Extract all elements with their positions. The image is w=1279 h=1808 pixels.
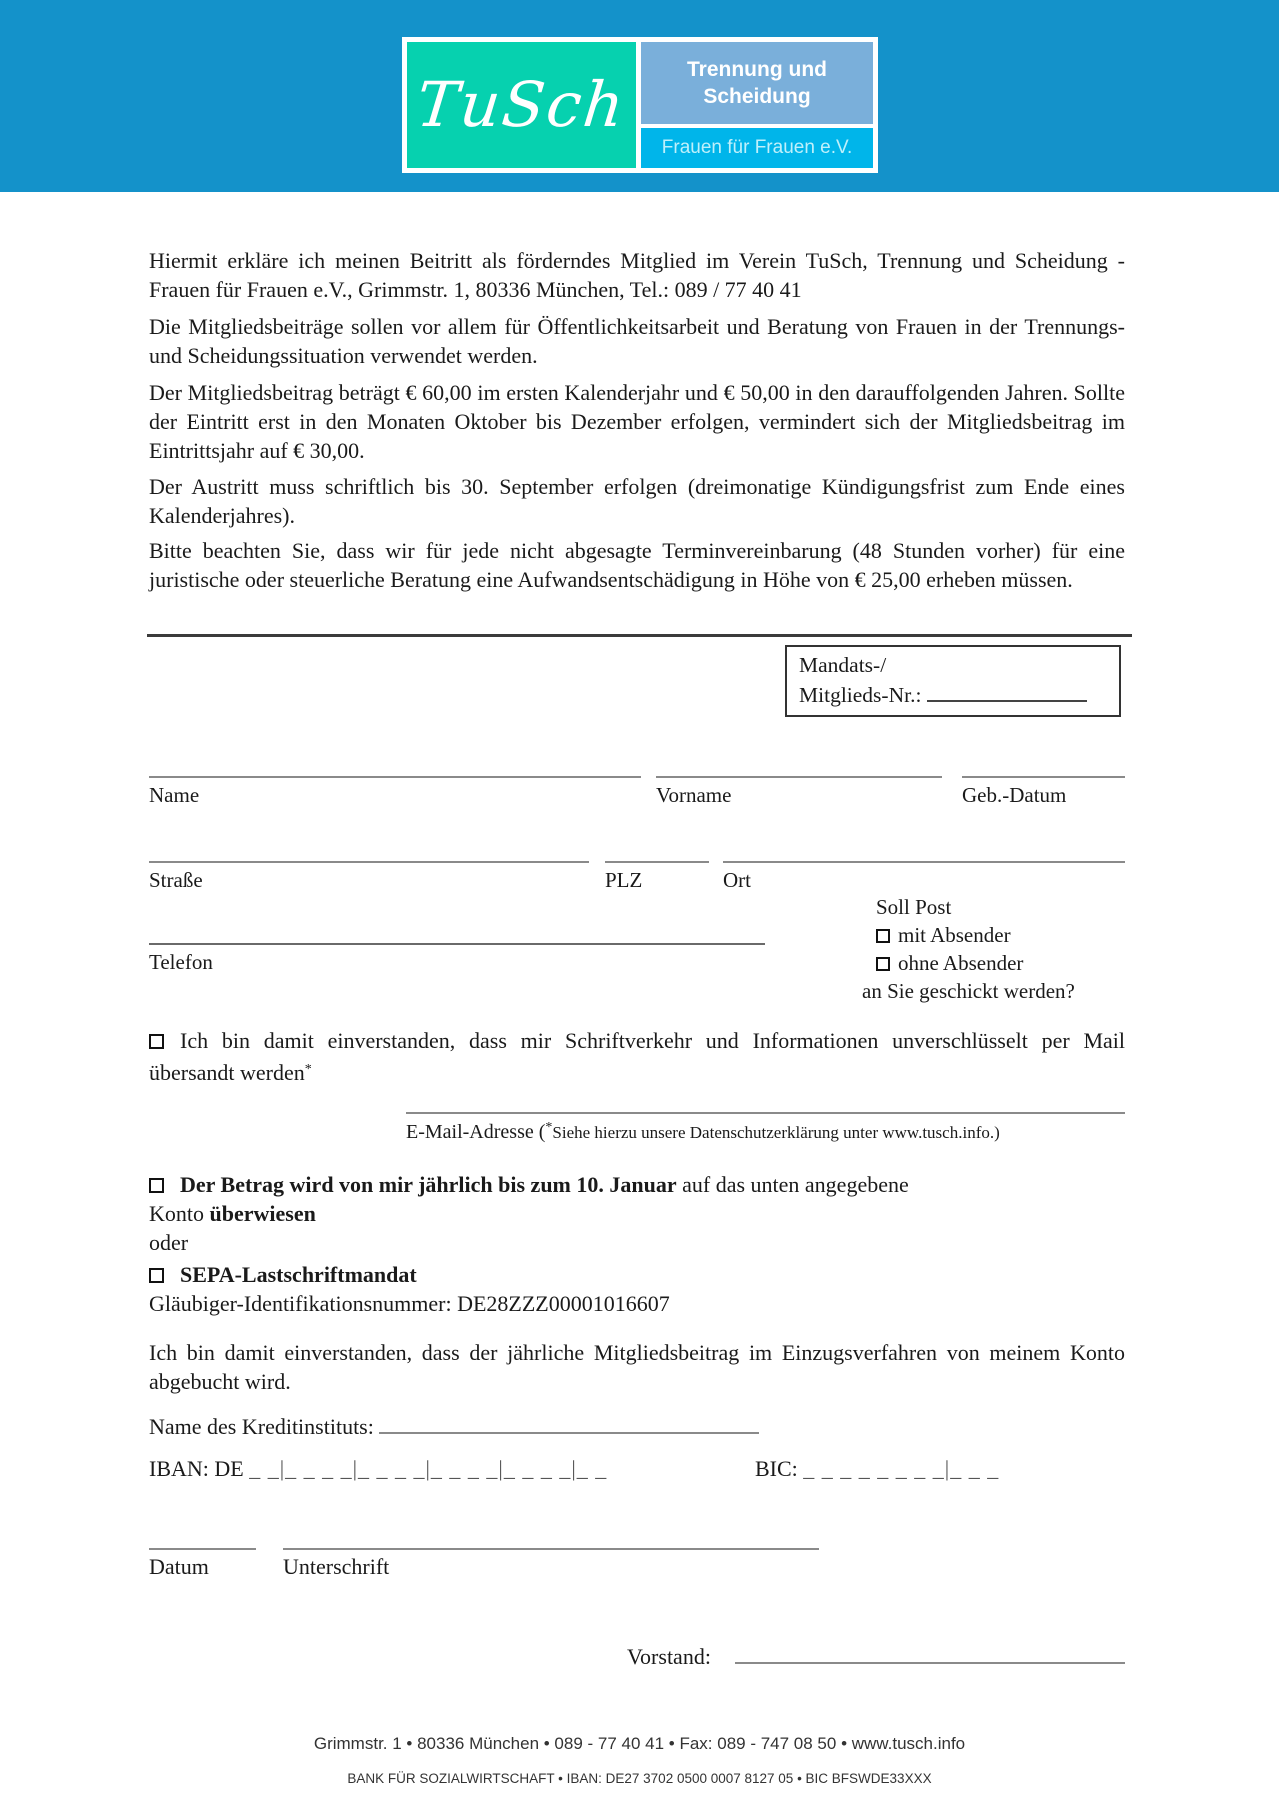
bic-group bbox=[755, 1454, 999, 1483]
name-field[interactable] bbox=[149, 776, 641, 778]
plz-field[interactable] bbox=[605, 861, 709, 863]
bank-name-field[interactable] bbox=[379, 1414, 759, 1434]
bank-name-label: Name des Kreditinstituts: bbox=[149, 1414, 374, 1439]
post-options-group bbox=[862, 893, 1075, 1005]
without-sender-label: ohne Absender bbox=[898, 951, 1024, 975]
vorname-label: Vorname bbox=[656, 783, 732, 807]
sepa-option-block bbox=[149, 1260, 1125, 1318]
bank-name-row bbox=[149, 1412, 1125, 1441]
post-option-with-sender-row bbox=[876, 921, 1075, 949]
debit-consent-text: Ich bin damit einverstanden, dass der jährliche Mitgliedsbeitrag im Einzugsverfahren von meinem Konto abgebucht wird. bbox=[149, 1340, 1125, 1394]
name-label: Name bbox=[149, 783, 200, 807]
footer-address-line: Grimmstr. 1 • 80336 München • 089 - 77 40 41 • Fax: 089 - 747 08 50 • www.tusch.info bbox=[313, 1734, 966, 1753]
geb-datum-field[interactable] bbox=[962, 776, 1125, 778]
mail-consent-asterisk: * bbox=[304, 1062, 312, 1077]
logo-script-text: TuSch bbox=[413, 68, 630, 141]
logo-title-line2: Scheidung bbox=[703, 85, 811, 108]
date-label: Datum bbox=[149, 1554, 209, 1579]
email-field[interactable] bbox=[406, 1112, 1125, 1114]
email-caption-note: Siehe hierzu unsere Datenschutzerklärung unter www.tusch.info.) bbox=[552, 1123, 1000, 1142]
plz-label: PLZ bbox=[605, 868, 643, 892]
post-option-without-sender-row bbox=[876, 949, 1075, 977]
email-caption bbox=[406, 1120, 1000, 1144]
mandate-number-label: Mitglieds-Nr.: bbox=[799, 683, 922, 707]
date-field[interactable] bbox=[149, 1548, 256, 1550]
mandate-number-field[interactable] bbox=[927, 682, 1087, 702]
strasse-field[interactable] bbox=[149, 861, 589, 863]
section-divider bbox=[147, 634, 1132, 637]
creditor-id-line: Gläubiger-Identifikationsnummer: DE28ZZZ00001016607 bbox=[149, 1291, 670, 1316]
post-options-title: Soll Post bbox=[876, 895, 952, 919]
transfer-text-rest: auf das unten angegebene bbox=[676, 1172, 909, 1197]
telefon-field[interactable] bbox=[149, 943, 765, 945]
telefon-label: Telefon bbox=[149, 950, 213, 974]
mandate-number-box bbox=[785, 645, 1121, 717]
header-band bbox=[0, 0, 1279, 192]
transfer-text-bold: Der Betrag wird von mir jährlich bis zum 10. Januar bbox=[180, 1172, 677, 1197]
without-sender-checkbox[interactable] bbox=[876, 957, 890, 971]
mail-consent-block bbox=[149, 1026, 1125, 1087]
with-sender-label: mit Absender bbox=[898, 923, 1011, 947]
signature-field[interactable] bbox=[283, 1548, 819, 1550]
ort-label: Ort bbox=[723, 868, 751, 892]
transfer-option-block bbox=[149, 1170, 1125, 1257]
transfer-line2-normal: Konto bbox=[149, 1201, 210, 1226]
intro-paragraph-5: Bitte beachten Sie, dass wir für jede nicht abgesagte Terminvereinbarung (48 Stunden vorher) für eine juristische oder steuerliche Beratung eine Aufwandsentschädigung in Höhe von € 25,00 erheben müssen. bbox=[149, 538, 1125, 592]
post-options-suffix: an Sie geschickt werden? bbox=[862, 979, 1075, 1003]
transfer-checkbox[interactable] bbox=[149, 1178, 164, 1193]
mail-consent-text: Ich bin damit einverstanden, dass mir Schriftverkehr und Informationen unverschlüsselt per Mail übersandt werden bbox=[149, 1028, 1125, 1085]
ort-field[interactable] bbox=[723, 861, 1125, 863]
logo-teal-tile bbox=[407, 42, 636, 168]
intro-paragraph-2: Die Mitgliedsbeiträge sollen vor allem für Öffentlichkeitsarbeit und Beratung von Frauen in der Trennungs- und Scheidungssituation verwendet werden. bbox=[149, 314, 1125, 368]
mail-consent-checkbox[interactable] bbox=[149, 1034, 164, 1049]
sepa-checkbox[interactable] bbox=[149, 1268, 164, 1283]
bic-label: BIC: bbox=[755, 1456, 798, 1481]
mandate-box-line2 bbox=[799, 680, 1107, 710]
strasse-label: Straße bbox=[149, 868, 203, 892]
geb-datum-label: Geb.-Datum bbox=[962, 783, 1067, 807]
logo-title-tile bbox=[641, 42, 873, 124]
with-sender-checkbox[interactable] bbox=[876, 929, 890, 943]
tusch-logo bbox=[402, 37, 878, 173]
intro-paragraph-4: Der Austritt muss schriftlich bis 30. September erfolgen (dreimonatige Kündigungsfrist zum Ende eines Kalenderjahres). bbox=[149, 474, 1125, 528]
bic-blanks-field[interactable]: _ _ _ _ _ _ _ _|_ _ _ bbox=[803, 1456, 1000, 1481]
logo-subtitle-tile bbox=[641, 128, 873, 168]
email-caption-asterisk: * bbox=[545, 1120, 553, 1135]
intro-paragraph-1: Hiermit erkläre ich meinen Beitritt als förderndes Mitglied im Verein TuSch, Trennung und Scheidung - Frauen für Frauen e.V., Grimmstr. 1, 80336 München, Tel.: 089 / 77 40 41 bbox=[149, 248, 1125, 302]
signature-label: Unterschrift bbox=[283, 1554, 390, 1579]
vorname-field[interactable] bbox=[656, 776, 942, 778]
iban-blanks-field[interactable]: _ _|_ _ _ _|_ _ _ _|_ _ _ _|_ _ _ _|_ _ bbox=[249, 1456, 608, 1481]
transfer-line2-bold: überwiesen bbox=[209, 1201, 316, 1226]
email-caption-prefix: E-Mail-Adresse ( bbox=[406, 1121, 546, 1143]
iban-label: IBAN: DE bbox=[149, 1456, 244, 1481]
intro-paragraph-3: Der Mitgliedsbeitrag beträgt € 60,00 im ersten Kalenderjahr und € 50,00 in den darauffolgenden Jahren. Sollte der Eintritt erst in den Monaten Oktober bis Dezember erfolgen, vermindert sich der Mitgliedsbeitrag im Eintrittsjahr auf € 30,00. bbox=[149, 380, 1125, 463]
logo-right-column bbox=[641, 42, 873, 168]
footer-bank-line: BANK FÜR SOZIALWIRTSCHAFT • IBAN: DE27 3702 0500 0007 8127 05 • BIC BFSWDE33XXX bbox=[347, 1771, 932, 1786]
iban-bic-row bbox=[149, 1454, 1125, 1483]
board-label: Vorstand: bbox=[627, 1644, 711, 1669]
logo-subtitle-text: Frauen für Frauen e.V. bbox=[661, 137, 853, 158]
sepa-label: SEPA-Lastschriftmandat bbox=[180, 1262, 417, 1287]
or-word: oder bbox=[149, 1230, 189, 1255]
board-signature-field[interactable] bbox=[735, 1662, 1125, 1664]
mandate-box-line1: Mandats-/ bbox=[799, 653, 887, 677]
logo-title-line1: Trennung und bbox=[687, 58, 827, 81]
